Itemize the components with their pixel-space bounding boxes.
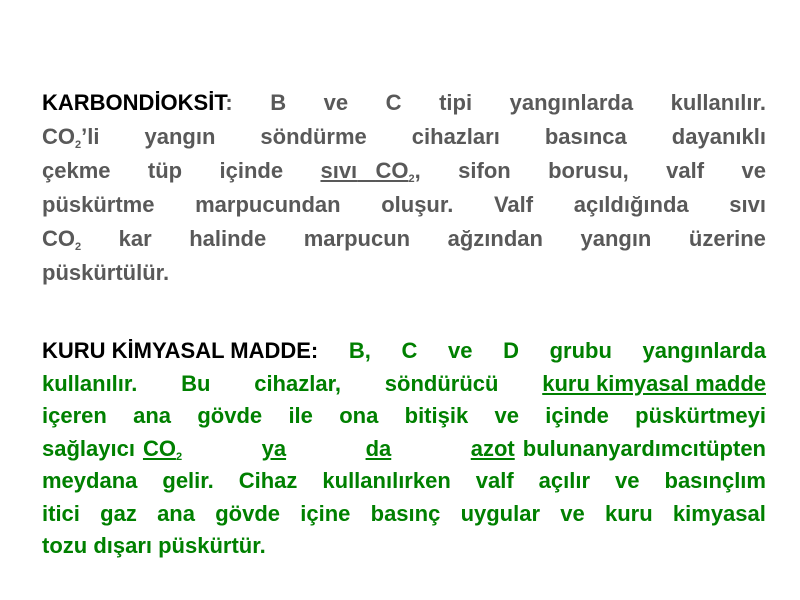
text-line xyxy=(42,256,766,290)
word: söndürücü xyxy=(384,370,499,396)
paragraph-karbondioksit xyxy=(42,86,766,290)
co2-subscript: 2 xyxy=(75,241,82,253)
paragraph-kuru-kimyasal-madde xyxy=(42,335,766,563)
word: ana xyxy=(133,403,172,428)
text-line xyxy=(42,86,766,120)
word: D xyxy=(503,338,519,363)
word: sıvı xyxy=(729,192,766,217)
text-line xyxy=(42,368,766,401)
word: ve xyxy=(741,158,766,183)
text-line xyxy=(42,465,766,498)
word: Cihaz xyxy=(238,468,298,493)
text-line xyxy=(42,433,766,466)
word: C xyxy=(401,338,418,363)
word: püskürtmeyi xyxy=(635,403,766,428)
word: C xyxy=(385,90,402,115)
word: yangın xyxy=(144,124,216,149)
word: valf xyxy=(475,468,514,493)
word: püskürtülür. xyxy=(42,260,170,285)
word: kullanılırken xyxy=(322,468,451,493)
word: basınç xyxy=(370,500,441,526)
word: Valf xyxy=(493,192,534,217)
word: ve xyxy=(560,500,585,526)
word: kullanılır. xyxy=(42,370,138,396)
word: tipi xyxy=(439,90,473,115)
word: marpucundan xyxy=(195,192,341,217)
word: kuru xyxy=(604,500,653,526)
word: cihazlar, xyxy=(254,370,342,396)
word: valf xyxy=(666,158,705,183)
text-line xyxy=(42,335,766,368)
word: içeren xyxy=(42,403,107,428)
word: ona xyxy=(339,403,379,428)
underlined-co2-ya-da-azot: $CO_2$ ya da azot xyxy=(142,435,515,463)
word: sifon xyxy=(458,158,511,183)
word: kullanılır. xyxy=(670,90,766,115)
heading-kuru-kimyasal-madde: KURU KİMYASAL MADDE: xyxy=(42,338,319,363)
word: halinde xyxy=(189,226,267,251)
word: bitişik xyxy=(404,403,469,428)
word: gövde xyxy=(215,500,281,526)
word: açıldığında xyxy=(573,192,689,217)
word: ana xyxy=(157,500,195,526)
word: B xyxy=(270,90,287,115)
word: üzerine xyxy=(688,226,766,251)
text-line: çekme tüp içinde sıvı $CO_2$, sifon borusu, valf ve xyxy=(42,154,766,188)
word: içine xyxy=(300,500,351,526)
word: grubu xyxy=(549,338,612,363)
word: açılır xyxy=(538,468,591,493)
word: ile xyxy=(288,403,313,428)
word: marpucun xyxy=(303,226,411,251)
word: ’li xyxy=(81,124,100,149)
word: tüpten xyxy=(698,435,766,461)
word: oluşur. xyxy=(381,192,454,217)
word: gelir. xyxy=(162,468,214,493)
word: yardımcı xyxy=(608,435,699,461)
word: Bu xyxy=(181,370,211,396)
word: söndürme xyxy=(260,124,367,149)
word: uygular xyxy=(460,500,541,526)
word: ve xyxy=(615,468,640,493)
heading-karbondioksit: KARBONDİOKSİT xyxy=(42,90,226,115)
heading-colon: : xyxy=(225,90,233,115)
co2-subscript: 2 xyxy=(75,139,82,151)
text-line xyxy=(42,188,766,222)
text-line xyxy=(42,120,766,154)
word: basınçlım xyxy=(664,468,766,493)
text-line xyxy=(42,498,766,531)
word: ve xyxy=(447,338,473,363)
word: sağlayıcı xyxy=(42,435,135,461)
word: tozu dışarı püskürtür. xyxy=(42,533,266,558)
co2-text: CO xyxy=(42,124,75,149)
word: ve xyxy=(494,403,519,428)
word: ağzından xyxy=(447,226,543,251)
word: ve xyxy=(323,90,349,115)
word: borusu, xyxy=(548,158,629,183)
co2-text: CO xyxy=(42,226,75,251)
word: gövde xyxy=(197,403,263,428)
text-line xyxy=(42,222,766,256)
word: püskürtme xyxy=(42,192,155,217)
word: çekme xyxy=(42,158,111,183)
word: cihazları xyxy=(411,124,500,149)
word: gaz xyxy=(100,500,137,526)
word: tüp xyxy=(147,158,183,183)
word: yangınlarda xyxy=(509,90,634,115)
word: yangınlarda xyxy=(642,338,766,363)
underlined-sivi-co2: sıvı $CO_2$ xyxy=(320,158,415,185)
word: bulunan xyxy=(522,435,609,461)
word: kimyasal xyxy=(672,500,766,526)
word: basınca xyxy=(544,124,627,149)
word: itici xyxy=(42,500,80,526)
word: yangın xyxy=(580,226,652,251)
word: dayanıklı xyxy=(671,124,766,149)
word: meydana xyxy=(42,468,138,493)
word: kar xyxy=(118,226,152,251)
text-line xyxy=(42,530,766,563)
word: B, xyxy=(348,338,371,363)
word: içinde xyxy=(219,158,284,183)
underlined-kuru-kimyasal-madde: kuru kimyasal madde xyxy=(542,370,766,396)
text-line xyxy=(42,400,766,433)
word: içinde xyxy=(545,403,609,428)
